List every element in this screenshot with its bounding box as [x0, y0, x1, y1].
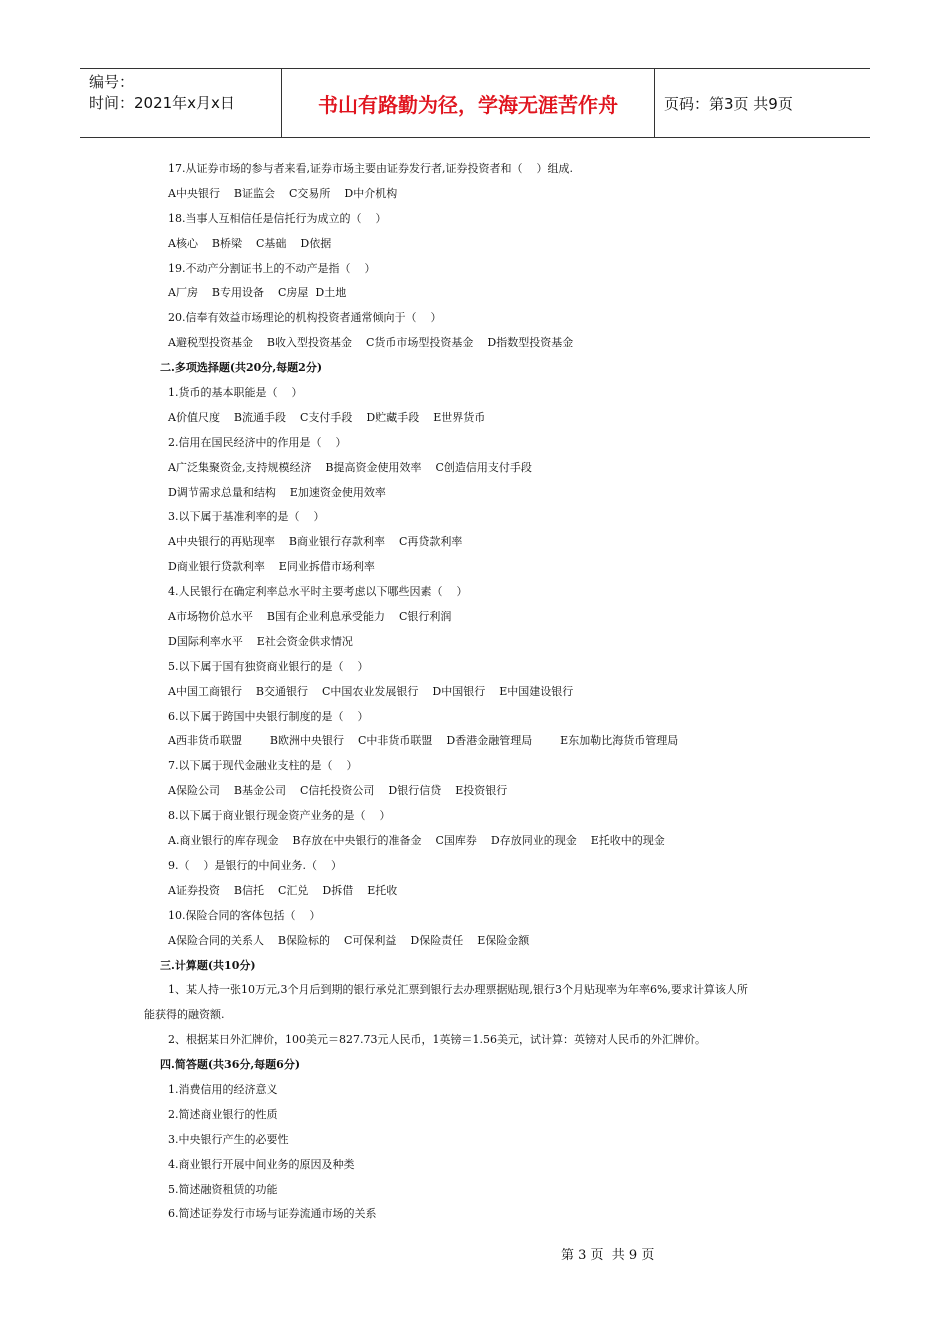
text-line: D商业银行贷款利率 E同业拆借市场利率	[168, 560, 375, 574]
text-line: A市场物价总水平 B国有企业利息承受能力 C银行利润	[168, 610, 452, 624]
text-line: D调节需求总量和结构 E加速资金使用效率	[168, 485, 386, 499]
text-line: A.商业银行的库存现金 B存放在中央银行的准备金 C国库券 D存放同业的现金 E托收中的现金	[168, 834, 665, 848]
footer-page-number: 第 3 页 共 9 页	[561, 1248, 655, 1263]
text-line: A证券投资 B信托 C汇兑 D拆借 E托收	[168, 883, 398, 897]
text-line: 1.货币的基本职能是（ ）	[168, 386, 303, 400]
text-line: 6.简述证券发行市场与证券流通市场的关系	[168, 1207, 377, 1221]
document-number: 编号：	[89, 73, 135, 91]
text-line: 18.当事人互相信任是信托行为成立的（ ）	[168, 211, 387, 225]
text-line: 6.以下属于跨国中央银行制度的是（ ）	[168, 709, 369, 723]
text-line: A核心 B桥梁 C基础 D依据	[168, 236, 332, 250]
header-motto: 书山有路勤为径，学海无涯苦作舟	[282, 69, 655, 137]
text-line: A避税型投资基金 B收入型投资基金 C货币市场型投资基金 D指数型投资基金	[168, 336, 574, 350]
document-body	[144, 157, 834, 1227]
text-line: A厂房 B专用设备 C房屋 D土地	[168, 286, 347, 300]
header-meta	[80, 69, 282, 137]
text-line: 能获得的融资额.	[144, 1008, 225, 1022]
text-line: A保险合同的关系人 B保险标的 C可保利益 D保险责任 E保险金额	[168, 933, 530, 947]
text-line: 3.以下属于基准利率的是（ ）	[168, 510, 325, 524]
header-page-number: 页码：第3页 共9页	[664, 94, 793, 113]
text-line: 10.保险合同的客体包括（ ）	[168, 908, 321, 922]
text-line: A保险公司 B基金公司 C信托投资公司 D银行信贷 E投资银行	[168, 784, 508, 798]
text-line: 3.中央银行产生的必要性	[168, 1132, 289, 1146]
text-line: 20.信奉有效益市场理论的机构投资者通常倾向于（ ）	[168, 311, 442, 325]
text-line: 4.人民银行在确定利率总水平时主要考虑以下哪些因素（ ）	[168, 585, 468, 599]
text-line: A中央银行 B证监会 C交易所 D中介机构	[168, 186, 398, 200]
text-line: 9.（ ）是银行的中间业务.（ ）	[168, 858, 342, 872]
page-header	[80, 68, 870, 138]
text-line: 2、根据某日外汇牌价，100美元＝827.73元人民币，1英镑＝1.56美元，试计算：英镑对人民币的外汇牌价。	[168, 1033, 706, 1047]
text-line: A西非货币联盟 B欧洲中央银行 C中非货币联盟 D香港金融管理局 E东加勒比海货币管理局	[168, 734, 679, 748]
text-line: 5.以下属于国有独资商业银行的是（ ）	[168, 659, 369, 673]
text-line: A中央银行的再贴现率 B商业银行存款利率 C再贷款利率	[168, 535, 463, 549]
section-heading: 二.多项选择题(共20分,每题2分)	[160, 361, 323, 375]
text-line: 1、某人持一张10万元,3个月后到期的银行承兑汇票到银行去办理票据贴现,银行3个月贴现率为年率6%,要求计算该人所	[168, 983, 748, 997]
text-line: 17.从证券市场的参与者来看,证券市场主要由证券发行者,证券投资者和（ ）组成.	[168, 162, 573, 175]
text-line: D国际利率水平 E社会资金供求情况	[168, 634, 353, 648]
text-line: 2.简述商业银行的性质	[168, 1107, 278, 1121]
text-line: A价值尺度 B流通手段 C支付手段 D贮藏手段 E世界货币	[168, 410, 486, 424]
text-line: 8.以下属于商业银行现金资产业务的是（ ）	[168, 809, 391, 823]
section-heading: 三.计算题(共10分)	[160, 958, 256, 972]
text-line: A广泛集聚资金,支持规模经济 B提高资金使用效率 C创造信用支付手段	[168, 460, 532, 474]
document-date: 时间：2021年x月x日	[89, 94, 235, 112]
text-line: A中国工商银行 B交通银行 C中国农业发展银行 D中国银行 E中国建设银行	[168, 684, 574, 698]
text-line: 19.不动产分割证书上的不动产是指（ ）	[168, 261, 376, 275]
text-line: 4.商业银行开展中间业务的原因及种类	[168, 1157, 355, 1171]
text-line: 7.以下属于现代金融业支柱的是（ ）	[168, 759, 358, 773]
text-line: 5.简述融资租赁的功能	[168, 1182, 278, 1196]
text-line: 2.信用在国民经济中的作用是（ ）	[168, 435, 347, 449]
text-line: 1.消费信用的经济意义	[168, 1082, 278, 1096]
section-heading: 四.简答题(共36分,每题6分)	[160, 1058, 301, 1072]
